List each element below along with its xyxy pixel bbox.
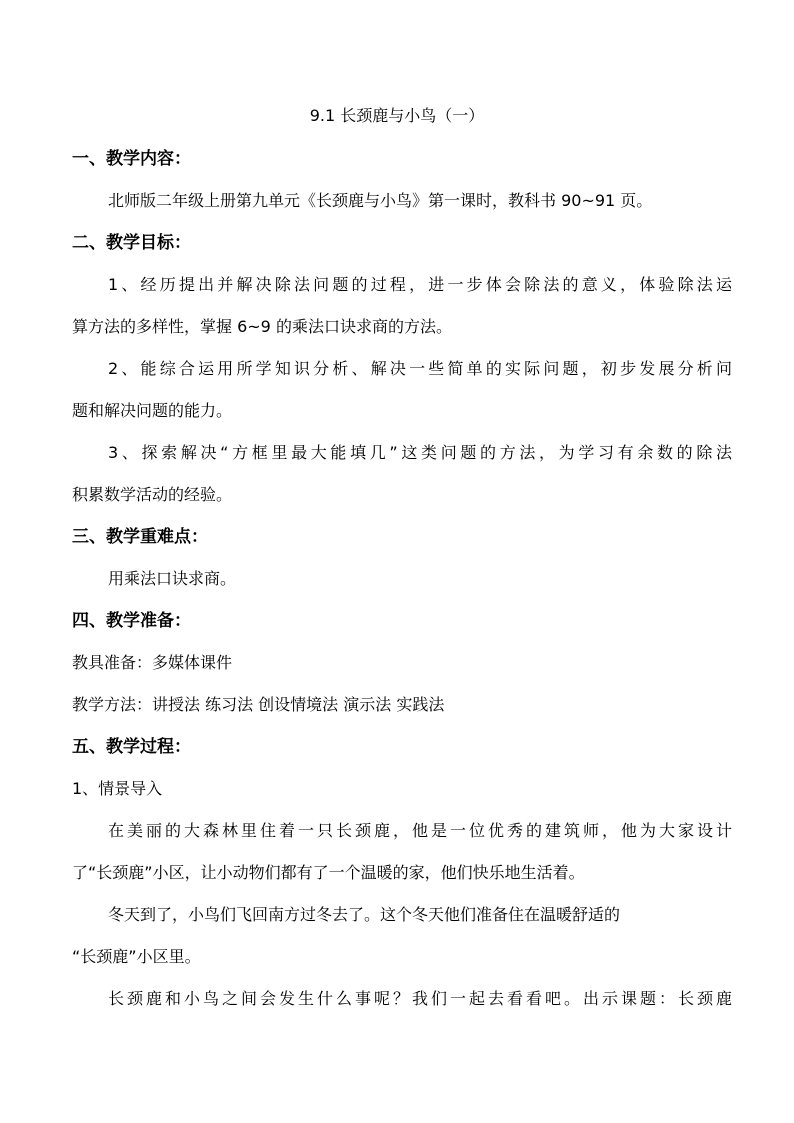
content-text: 北师版二年级上册第九单元《长颈鹿与小鸟》第一课时，教科书 90~91 页。 <box>108 191 653 210</box>
section-heading-key-points: 三、教学重难点： <box>72 527 208 547</box>
process-paragraph-2-line-2: “长颈鹿”小区里。 <box>72 947 201 966</box>
section-heading-preparation: 四、教学准备： <box>72 611 191 631</box>
preparation-tools: 教具准备：多媒体课件 <box>72 653 233 672</box>
process-paragraph-3-line-1: 长颈鹿和小鸟之间会发生什么事呢？我们一起去看看吧。出示课题：长颈鹿 <box>108 989 732 1008</box>
process-paragraph-1-line-1: 在美丽的大森林里住着一只长颈鹿，他是一位优秀的建筑师，他为大家设计 <box>108 821 732 840</box>
section-heading-goals: 二、教学目标： <box>72 233 191 253</box>
process-paragraph-1-line-2: 了“长颈鹿”小区，让小动物们都有了一个温暖的家，他们快乐地生活着。 <box>72 863 585 882</box>
preparation-methods: 教学方法：讲授法 练习法 创设情境法 演示法 实践法 <box>72 695 445 714</box>
goal-item-1-line-2: 算方法的多样性，掌握 6~9 的乘法口诀求商的方法。 <box>72 317 452 336</box>
goal-item-2-line-1: 2、能综合运用所学知识分析、解决一些简单的实际问题，初步发展分析问 <box>108 359 732 378</box>
goal-item-2-line-2: 题和解决问题的能力。 <box>72 401 233 420</box>
section-heading-process: 五、教学过程： <box>72 737 191 757</box>
key-points-text: 用乘法口诀求商。 <box>108 569 237 588</box>
document-title: 9.1 长颈鹿与小鸟（一） <box>309 106 485 125</box>
goal-item-3-line-1: 3、探索解决“方框里最大能填几”这类问题的方法，为学习有余数的除法 <box>108 443 732 462</box>
goal-item-1-line-1: 1、经历提出并解决除法问题的过程，进一步体会除法的意义，体验除法运 <box>108 275 732 294</box>
goal-item-3-line-2: 积累数学活动的经验。 <box>72 485 233 504</box>
process-step-1: 1、情景导入 <box>72 779 163 798</box>
section-heading-content: 一、教学内容： <box>72 149 191 169</box>
process-paragraph-2-line-1: 冬天到了，小鸟们飞回南方过冬去了。这个冬天他们准备住在温暖舒适的 <box>108 905 621 924</box>
